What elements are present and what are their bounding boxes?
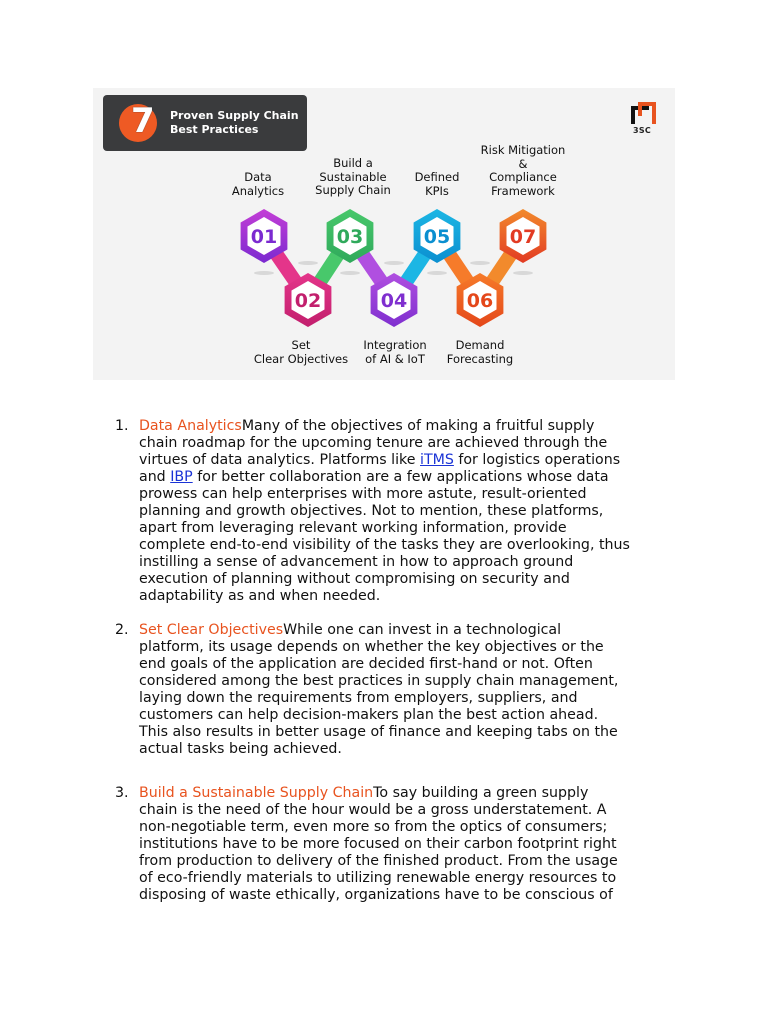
text-line: complete end-to-end visibility of the tasks they are overlooking, thus xyxy=(139,537,630,553)
text-line: Set Clear ObjectivesWhile one can invest in a technological xyxy=(139,622,562,638)
steps-hexagon-chain xyxy=(93,88,675,380)
list-item-set-clear-objectives xyxy=(115,622,679,758)
item-title: Set Clear Objectives xyxy=(139,622,284,638)
text-line: of eco-friendly materials to utilizing renewable energy resources to xyxy=(139,870,617,886)
text-line: This also results in better usage of finance and keeping tabs on the xyxy=(139,724,618,740)
step-7-label: Risk Mitigation & Compliance Framework xyxy=(480,143,566,198)
link-itms[interactable]: iTMS xyxy=(420,452,454,468)
step-3-label: Build a Sustainable Supply Chain xyxy=(315,156,391,197)
text-line: chain is the need of the hour would be a gross understatement. A xyxy=(139,802,607,818)
list-number: 1. xyxy=(115,418,129,434)
text-line: non-negotiable term, even more so from the optics of consumers; xyxy=(139,819,608,835)
step-4-label: Integration of AI & IoT xyxy=(363,338,427,366)
step-number: 02 xyxy=(294,290,322,312)
text-line: platform, its usage depends on whether the key objectives or the xyxy=(139,639,604,655)
title-line-1: Proven Supply Chain xyxy=(170,109,299,122)
step-number: 03 xyxy=(336,226,364,248)
best-practices-list xyxy=(115,418,679,904)
title-line-2: Best Practices xyxy=(170,123,259,136)
link-ibp[interactable]: IBP xyxy=(170,469,193,485)
text-line: virtues of data analytics. Platforms like iTMS for logistics operations xyxy=(139,452,621,468)
item-title: Data Analytics xyxy=(139,418,242,434)
text-line: from production to delivery of the finished product. From the usage xyxy=(139,853,618,869)
step-number: 07 xyxy=(509,226,537,248)
text-line: end goals of the application are decided first-hand or not. Often xyxy=(139,656,593,672)
text-line: customers can help decision-makers plan the best action ahead. xyxy=(139,707,599,723)
step-2-label: Set Clear Objectives xyxy=(253,338,349,366)
title-number: 7 xyxy=(131,101,155,141)
text-line: actual tasks being achieved. xyxy=(139,741,342,757)
infographic-image xyxy=(93,88,675,380)
list-number: 3. xyxy=(115,785,129,801)
logo-text: 3SC xyxy=(633,126,652,135)
step-number: 05 xyxy=(423,226,451,248)
list-item-sustainable-supply-chain xyxy=(115,785,679,904)
text-line: execution of planning without compromising on security and xyxy=(139,571,570,587)
step-5-label: Defined KPIs xyxy=(414,170,460,198)
text-line: Data AnalyticsMany of the objectives of making a fruitful supply xyxy=(139,418,595,434)
step-6-label: Demand Forecasting xyxy=(446,338,514,366)
text-line: prowess can help enterprises with more astute, result-oriented xyxy=(139,486,587,502)
list-item-data-analytics xyxy=(115,418,679,605)
step-number: 04 xyxy=(380,290,408,312)
step-number: 06 xyxy=(466,290,494,312)
text-line: planning and growth objectives. Not to mention, these platforms, xyxy=(139,503,604,519)
text-line: laying down the requirements from employers, suppliers, and xyxy=(139,690,578,706)
text-line: Build a Sustainable Supply ChainTo say building a green supply xyxy=(139,785,589,801)
text-line: adaptability as and when needed. xyxy=(139,588,381,604)
text-line: disposing of waste ethically, organizations have to be conscious of xyxy=(139,887,613,903)
list-number: 2. xyxy=(115,622,129,638)
text-line: and IBP for better collaboration are a few applications whose data xyxy=(139,469,609,485)
text-line: apart from leveraging relevant working information, provide xyxy=(139,520,567,536)
list-item-body xyxy=(139,622,679,758)
step-number: 01 xyxy=(250,226,278,248)
list-item-body xyxy=(139,785,679,904)
list-item-body xyxy=(139,418,679,605)
item-title: Build a Sustainable Supply Chain xyxy=(139,785,374,801)
text-line: chain roadmap for the upcoming tenure are achieved through the xyxy=(139,435,608,451)
step-1-label: Data Analytics xyxy=(231,170,285,198)
text-line: instilling a sense of advancement in how to approach ground xyxy=(139,554,574,570)
text-line: institutions have to be more focused on their carbon footprint right xyxy=(139,836,617,852)
text-line: considered among the best practices in supply chain management, xyxy=(139,673,619,689)
